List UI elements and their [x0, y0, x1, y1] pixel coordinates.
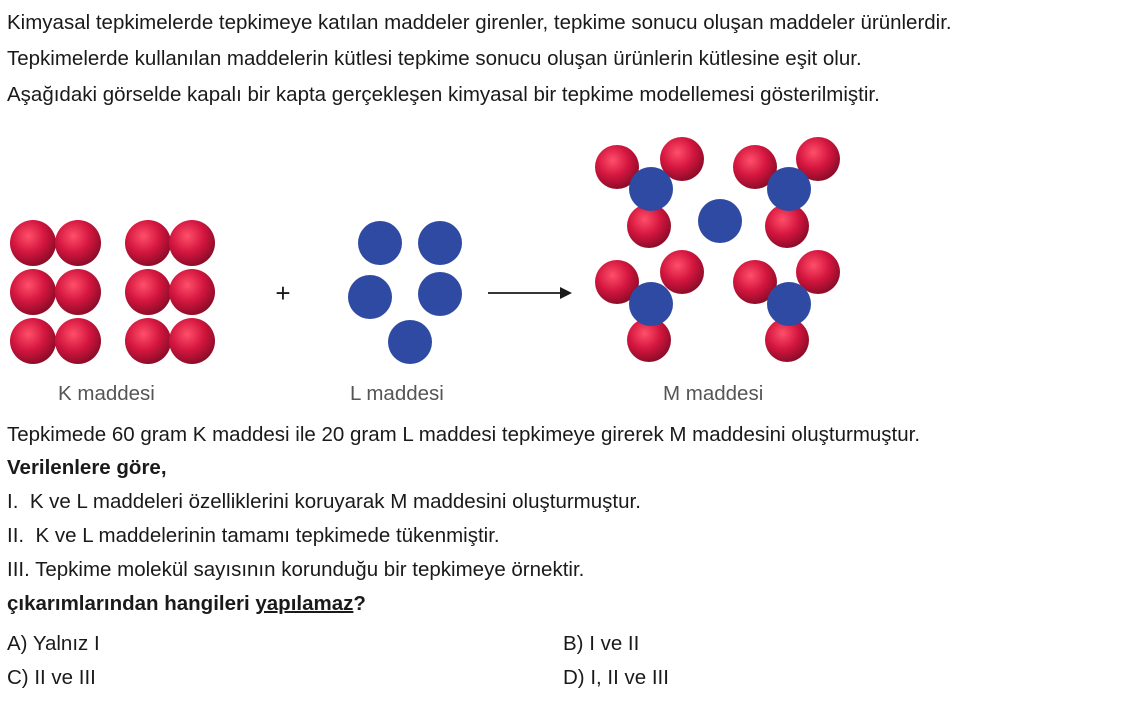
statement-number: II. [7, 524, 25, 547]
question-ask [7, 592, 366, 616]
reaction-model-figure [0, 128, 1128, 378]
k-red-atom [125, 269, 171, 315]
m-blue-atom [629, 167, 673, 211]
l-blue-atom [388, 320, 432, 364]
statement-text: Tepkime molekül sayısının korunduğu bir tepkimeye örnektir. [35, 558, 585, 581]
question-stem: Tepkimede 60 gram K maddesi ile 20 gram L maddesi tepkimeye girerek M maddesini oluşturmuştur. [7, 423, 921, 446]
m-blue-atom [698, 199, 742, 243]
ask-prefix: çıkarımlarından hangileri [7, 592, 256, 615]
statement-text: K ve L maddeleri özelliklerini koruyarak M maddesini oluşturmuştur. [29, 490, 641, 513]
statement-1 [7, 490, 641, 514]
l-blue-atom [358, 221, 402, 265]
k-substance-label: K maddesi [58, 382, 155, 405]
l-blue-atom [348, 275, 392, 319]
reaction-arrow [488, 287, 572, 299]
m-blue-atom [629, 282, 673, 326]
statement-2 [7, 524, 500, 548]
statement-text: K ve L maddelerinin tamamı tepkimede tükenmiştir. [35, 524, 500, 547]
k-red-atom [169, 220, 215, 266]
l-blue-atom [418, 272, 462, 316]
question-prompt: Verilenlere göre, [7, 456, 167, 479]
ask-suffix: ? [353, 592, 366, 615]
statement-number: III. [7, 558, 30, 581]
k-red-atom [10, 318, 56, 364]
k-red-atom [10, 269, 56, 315]
ask-underlined-word: yapılamaz [255, 592, 354, 615]
m-substance-label: M maddesi [663, 382, 764, 405]
intro-line-1: Kimyasal tepkimelerde tepkimeye katılan maddeler girenler, tepkime sonucu oluşan maddeler ürünlerdir. [7, 11, 952, 34]
k-red-atom [169, 318, 215, 364]
m-blue-atom [767, 282, 811, 326]
k-red-atom [169, 269, 215, 315]
option-c[interactable]: C) II ve III [7, 666, 96, 689]
plus-sign: + [275, 278, 291, 308]
intro-line-3: Aşağıdaki görselde kapalı bir kapta gerçekleşen kimyasal bir tepkime modellemesi gösterilmiştir. [7, 83, 880, 106]
option-b[interactable]: B) I ve II [563, 632, 640, 655]
k-red-atom [55, 318, 101, 364]
atoms-group [10, 137, 840, 364]
option-a[interactable]: A) Yalnız I [7, 632, 100, 655]
statement-3 [7, 558, 584, 582]
l-blue-atom [418, 221, 462, 265]
option-d[interactable]: D) I, II ve III [563, 666, 669, 689]
k-red-atom [125, 318, 171, 364]
m-blue-atom [767, 167, 811, 211]
m-red-atom [660, 250, 704, 294]
k-red-atom [125, 220, 171, 266]
k-red-atom [55, 269, 101, 315]
intro-line-2: Tepkimelerde kullanılan maddelerin kütlesi tepkime sonucu oluşan ürünlerin kütlesine eşit olur. [7, 47, 862, 70]
l-substance-label: L maddesi [350, 382, 444, 405]
k-red-atom [10, 220, 56, 266]
statement-number: I. [7, 490, 19, 513]
k-red-atom [55, 220, 101, 266]
